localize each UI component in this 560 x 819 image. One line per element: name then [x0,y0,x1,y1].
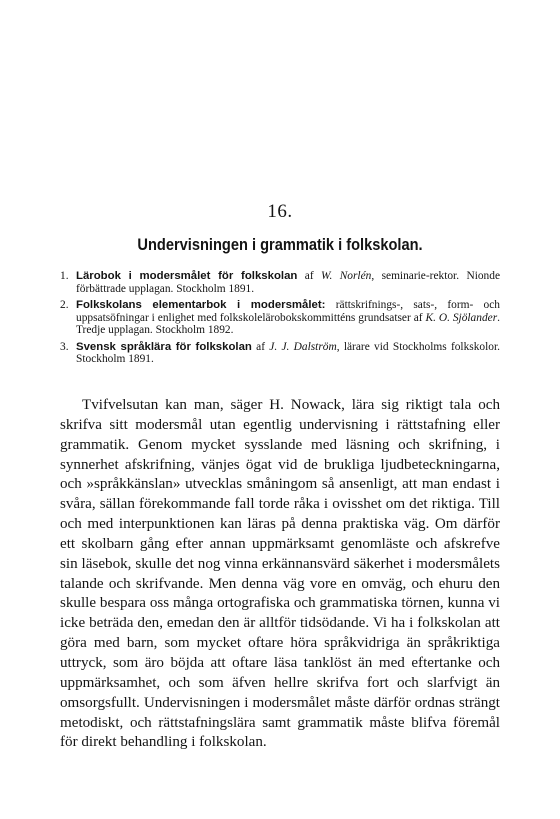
chapter-title: Undervisningen i grammatik i folkskolan. [137,235,423,254]
reference-details: , lärare vid Stockholms folkskolor. Stockholm 1891. [76,340,500,365]
reference-details: , seminarie-rektor. Nionde förbättrade upplagan. Stockholm 1891. [76,270,500,295]
reference-list [60,270,500,370]
reference-item [60,299,500,337]
reference-number: 2. [60,299,69,311]
reference-details: . Tredje upplagan. Stockholm 1892. [76,311,500,336]
reference-item [60,270,500,295]
reference-title: Lärobok i modersmålet för folkskolan [76,270,298,282]
reference-author: J. J. Dalström [269,340,337,353]
reference-item [60,341,500,366]
reference-prefix: af [297,270,322,282]
reference-title: Folkskolans elementarbok i modersmålet: [76,299,326,311]
page-number: 16. [267,201,293,222]
reference-number: 3. [60,340,69,353]
reference-author: K. O. Sjölander [425,311,498,324]
reference-prefix: af [251,340,270,353]
body-paragraph: Tvifvelsutan kan man, säger H. Nowack, lära sig riktigt tala och skrifva sitt modersmål utan egentlig undervisning i rättstafning eller grammatik. Genom mycket sysslande med läsning och skrifning, i synnerhet afskrifning, vänjes ögat vid de brukliga ljudbeteckningarna, och »språkkänslan» utvecklas småningom så ansenligt, att man endast i svåra, sällan förekommande fall torde råka i ovisshet om det riktiga. Till och med interpunktionen kan läras på denna praktiska väg. Om därför ett skolbarn gång efter annan uppmärksamt genomläste och afskrefve sin läsebok, skulle det nog vinna erkännansvärd säkerhet i modersmålets talande och skrifvande. Men denna väg vore en omväg, och ehuru den skulle bespara oss många ortografiska och grammatiska törnen, kunna vi icke beträda den, emedan den är alltför tidsödande. Vi ha i folkskolan att göra med barn, som mycket oftare höra språkvidriga än språkriktiga uttryck, som äro böjda att oftare läsa tanklöst än med eftertanke och uppmärksamhet, och som äfven hellre skrifva fort och slarfvigt än omsorgsfullt. Undervisningen i modersmålet måste därför ordnas strängt metodiskt, och rättstafningslära samt grammatik måste blifva föremål för direkt behandling i folkskolan. [60,397,500,751]
reference-title: Svensk språklära för folkskolan [76,340,252,353]
reference-number: 1. [60,270,69,282]
reference-author: W. Norlén [321,270,372,282]
reference-prefix: rättskrifnings-, sats-, form- och uppsatsöfningar i enlighet med folkskolelärobokskommitténs grundsatser af [76,299,500,324]
